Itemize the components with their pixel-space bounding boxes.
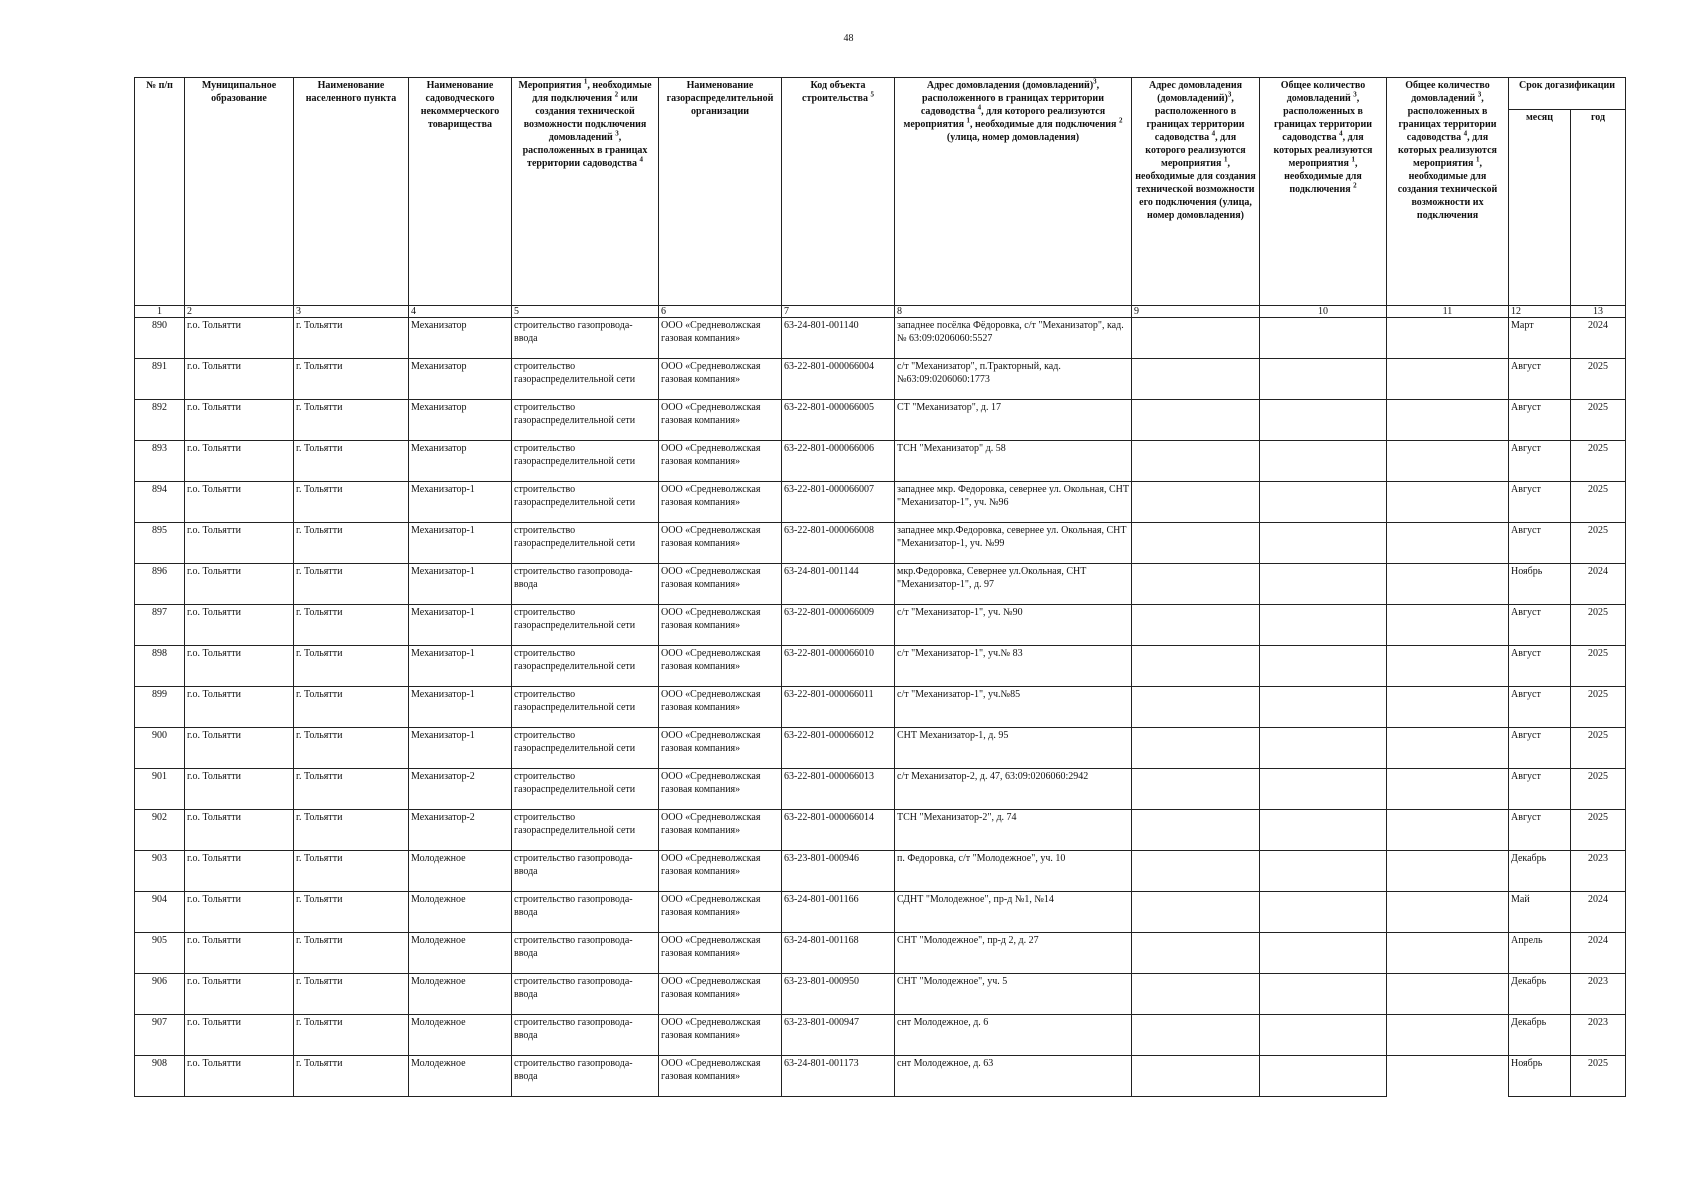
header-num: № п/п (135, 78, 185, 306)
total-capability-cell (1387, 810, 1509, 851)
activity-cell: строительство газопровода-ввода (512, 933, 659, 974)
address-cell: снт Молодежное, д. 63 (895, 1056, 1132, 1097)
object-code-cell: 63-23-801-000947 (782, 1015, 895, 1056)
settlement-cell: г. Тольятти (294, 933, 409, 974)
column-number: 12 (1509, 306, 1571, 318)
total-connection-cell (1260, 318, 1387, 359)
gas-org-cell: ООО «Средневолжская газовая компания» (659, 1015, 782, 1056)
activity-cell: строительство газопровода-ввода (512, 1015, 659, 1056)
address-cell: западнее мкр.Федоровка, севернее ул. Окольная, СНТ "Механизатор-1, уч. №99 (895, 523, 1132, 564)
activity-cell: строительство газораспределительной сети (512, 687, 659, 728)
column-number: 2 (185, 306, 294, 318)
municipality-cell: г.о. Тольятти (185, 646, 294, 687)
municipality-cell: г.о. Тольятти (185, 1015, 294, 1056)
settlement-cell: г. Тольятти (294, 1015, 409, 1056)
table-row (135, 769, 1626, 810)
municipality-cell: г.о. Тольятти (185, 728, 294, 769)
activity-cell: строительство газопровода-ввода (512, 892, 659, 933)
activity-cell: строительство газопровода-ввода (512, 1056, 659, 1097)
row-number: 893 (135, 441, 185, 482)
table-row (135, 851, 1626, 892)
object-code-cell: 63-22-801-000066009 (782, 605, 895, 646)
gas-org-cell: ООО «Средневолжская газовая компания» (659, 646, 782, 687)
total-connection-cell (1260, 605, 1387, 646)
total-connection-cell (1260, 359, 1387, 400)
table-row (135, 933, 1626, 974)
gas-org-cell: ООО «Средневолжская газовая компания» (659, 605, 782, 646)
object-code-cell: 63-22-801-000066005 (782, 400, 895, 441)
settlement-cell: г. Тольятти (294, 892, 409, 933)
settlement-cell: г. Тольятти (294, 1056, 409, 1097)
settlement-cell: г. Тольятти (294, 769, 409, 810)
address-cell: ТСН "Механизатор-2", д. 74 (895, 810, 1132, 851)
partnership-cell: Молодежное (409, 974, 512, 1015)
address-cell: СНТ Механизатор-1, д. 95 (895, 728, 1132, 769)
gasification-table (134, 77, 1626, 1097)
header-address-within: Адрес домовладения (домовладений)$^3$, расположенного в границах территории садоводства $^4$, для которого реализуются мероприятия $^1$, необходимые для подключения $^2$ (улица, номер домовладения) (895, 78, 1132, 306)
partnership-cell: Молодежное (409, 892, 512, 933)
total-connection-cell (1260, 769, 1387, 810)
partnership-cell: Механизатор-1 (409, 687, 512, 728)
total-capability-cell (1387, 441, 1509, 482)
partnership-cell: Механизатор (409, 441, 512, 482)
municipality-cell: г.о. Тольятти (185, 892, 294, 933)
address-border-cell (1132, 974, 1260, 1015)
year-cell: 2023 (1571, 974, 1626, 1015)
object-code-cell: 63-24-801-001144 (782, 564, 895, 605)
address-border-cell (1132, 441, 1260, 482)
address-cell: мкр.Федоровка, Севернее ул.Окольная, СНТ "Механизатор-1", д. 97 (895, 564, 1132, 605)
municipality-cell: г.о. Тольятти (185, 1056, 294, 1097)
header-activities: Мероприятия $^1$, необходимые для подключения $^2$ или создания технической возможности подключения домовладений $^3$, расположенных в границах территории садоводства $^4$ (512, 78, 659, 306)
month-cell: Декабрь (1509, 974, 1571, 1015)
activity-cell: строительство газораспределительной сети (512, 646, 659, 687)
object-code-cell: 63-22-801-000066013 (782, 769, 895, 810)
year-cell: 2025 (1571, 523, 1626, 564)
month-cell: Декабрь (1509, 851, 1571, 892)
year-cell: 2024 (1571, 318, 1626, 359)
table-row (135, 441, 1626, 482)
activity-cell: строительство газораспределительной сети (512, 728, 659, 769)
activity-cell: строительство газораспределительной сети (512, 359, 659, 400)
row-number: 891 (135, 359, 185, 400)
municipality-cell: г.о. Тольятти (185, 605, 294, 646)
row-number: 890 (135, 318, 185, 359)
month-cell: Август (1509, 400, 1571, 441)
address-cell: западнее мкр. Федоровка, севернее ул. Окольная, СНТ "Механизатор-1", уч. №96 (895, 482, 1132, 523)
total-capability-cell (1387, 851, 1509, 892)
total-capability-cell (1387, 974, 1509, 1015)
partnership-cell: Механизатор-2 (409, 810, 512, 851)
total-capability-cell (1387, 892, 1509, 933)
municipality-cell: г.о. Тольятти (185, 687, 294, 728)
table-row (135, 359, 1626, 400)
year-cell: 2025 (1571, 810, 1626, 851)
municipality-cell: г.о. Тольятти (185, 482, 294, 523)
total-capability-cell (1387, 564, 1509, 605)
total-capability-cell (1387, 728, 1509, 769)
month-cell: Ноябрь (1509, 564, 1571, 605)
object-code-cell: 63-22-801-000066007 (782, 482, 895, 523)
address-cell: снт Молодежное, д. 6 (895, 1015, 1132, 1056)
row-number: 908 (135, 1056, 185, 1097)
address-border-cell (1132, 687, 1260, 728)
header-municipality: Муниципальное образование (185, 78, 294, 306)
address-cell: с/т Механизатор-2, д. 47, 63:09:0206060:2942 (895, 769, 1132, 810)
settlement-cell: г. Тольятти (294, 646, 409, 687)
municipality-cell: г.о. Тольятти (185, 400, 294, 441)
year-cell: 2025 (1571, 687, 1626, 728)
row-number: 892 (135, 400, 185, 441)
address-border-cell (1132, 810, 1260, 851)
partnership-cell: Молодежное (409, 1015, 512, 1056)
address-border-cell (1132, 892, 1260, 933)
column-number: 6 (659, 306, 782, 318)
address-border-cell (1132, 523, 1260, 564)
row-number: 898 (135, 646, 185, 687)
object-code-cell: 63-22-801-000066011 (782, 687, 895, 728)
header-term: Срок догазификации (1509, 78, 1626, 110)
activity-cell: строительство газораспределительной сети (512, 523, 659, 564)
total-connection-cell (1260, 646, 1387, 687)
year-cell: 2025 (1571, 359, 1626, 400)
row-number: 905 (135, 933, 185, 974)
month-cell: Март (1509, 318, 1571, 359)
gas-org-cell: ООО «Средневолжская газовая компания» (659, 892, 782, 933)
column-number: 13 (1571, 306, 1626, 318)
table-row (135, 974, 1626, 1015)
column-number-row (135, 306, 1626, 318)
address-cell: СТ "Механизатор", д. 17 (895, 400, 1132, 441)
partnership-cell: Механизатор (409, 400, 512, 441)
header-total-connection: Общее количество домовладений $^3$, расположенных в границах территории садоводства $^4$, для которых реализуются мероприятия $^1$, необходимые для подключения $^2$ (1260, 78, 1387, 306)
column-number: 8 (895, 306, 1132, 318)
month-cell: Август (1509, 728, 1571, 769)
total-connection-cell (1260, 441, 1387, 482)
header-gas-org: Наименование газораспределительной организации (659, 78, 782, 306)
table-row (135, 482, 1626, 523)
header-year: год (1571, 110, 1626, 306)
table-row (135, 810, 1626, 851)
month-cell: Апрель (1509, 933, 1571, 974)
activity-cell: строительство газораспределительной сети (512, 482, 659, 523)
settlement-cell: г. Тольятти (294, 605, 409, 646)
month-cell: Август (1509, 441, 1571, 482)
address-border-cell (1132, 482, 1260, 523)
table-row (135, 1015, 1626, 1056)
activity-cell: строительство газопровода-ввода (512, 851, 659, 892)
address-cell: СНТ "Молодежное", пр-д 2, д. 27 (895, 933, 1132, 974)
row-number: 895 (135, 523, 185, 564)
settlement-cell: г. Тольятти (294, 441, 409, 482)
address-border-cell (1132, 605, 1260, 646)
partnership-cell: Механизатор-1 (409, 605, 512, 646)
total-connection-cell (1260, 1056, 1387, 1097)
partnership-cell: Молодежное (409, 851, 512, 892)
address-border-cell (1132, 769, 1260, 810)
total-connection-cell (1260, 728, 1387, 769)
row-number: 902 (135, 810, 185, 851)
object-code-cell: 63-24-801-001168 (782, 933, 895, 974)
object-code-cell: 63-23-801-000950 (782, 974, 895, 1015)
address-border-cell (1132, 933, 1260, 974)
object-code-cell: 63-22-801-000066012 (782, 728, 895, 769)
address-border-cell (1132, 359, 1260, 400)
settlement-cell: г. Тольятти (294, 482, 409, 523)
municipality-cell: г.о. Тольятти (185, 933, 294, 974)
row-number: 896 (135, 564, 185, 605)
total-connection-cell (1260, 687, 1387, 728)
address-border-cell (1132, 564, 1260, 605)
row-number: 899 (135, 687, 185, 728)
month-cell: Ноябрь (1509, 1056, 1571, 1097)
row-number: 904 (135, 892, 185, 933)
year-cell: 2025 (1571, 1056, 1626, 1097)
gas-org-cell: ООО «Средневолжская газовая компания» (659, 728, 782, 769)
object-code-cell: 63-22-801-000066014 (782, 810, 895, 851)
activity-cell: строительство газораспределительной сети (512, 605, 659, 646)
total-connection-cell (1260, 933, 1387, 974)
partnership-cell: Механизатор (409, 359, 512, 400)
municipality-cell: г.о. Тольятти (185, 523, 294, 564)
row-number: 906 (135, 974, 185, 1015)
year-cell: 2025 (1571, 728, 1626, 769)
table-row (135, 318, 1626, 359)
gas-org-cell: ООО «Средневолжская газовая компания» (659, 359, 782, 400)
settlement-cell: г. Тольятти (294, 851, 409, 892)
activity-cell: строительство газораспределительной сети (512, 400, 659, 441)
column-number: 11 (1387, 306, 1509, 318)
gas-org-cell: ООО «Средневолжская газовая компания» (659, 400, 782, 441)
gas-org-cell: ООО «Средневолжская газовая компания» (659, 974, 782, 1015)
address-cell: с/т "Механизатор", п.Тракторный, кад.№63:09:0206060:1773 (895, 359, 1132, 400)
total-connection-cell (1260, 974, 1387, 1015)
partnership-cell: Молодежное (409, 1056, 512, 1097)
year-cell: 2025 (1571, 769, 1626, 810)
row-number: 897 (135, 605, 185, 646)
table-row (135, 728, 1626, 769)
total-capability-cell (1387, 1056, 1509, 1097)
settlement-cell: г. Тольятти (294, 728, 409, 769)
total-capability-cell (1387, 359, 1509, 400)
header-partnership: Наименование садоводческого некоммерческого товарищества (409, 78, 512, 306)
month-cell: Август (1509, 810, 1571, 851)
settlement-cell: г. Тольятти (294, 318, 409, 359)
column-number: 5 (512, 306, 659, 318)
municipality-cell: г.о. Тольятти (185, 974, 294, 1015)
activity-cell: строительство газораспределительной сети (512, 810, 659, 851)
month-cell: Май (1509, 892, 1571, 933)
month-cell: Август (1509, 687, 1571, 728)
year-cell: 2024 (1571, 564, 1626, 605)
municipality-cell: г.о. Тольятти (185, 564, 294, 605)
gas-org-cell: ООО «Средневолжская газовая компания» (659, 810, 782, 851)
total-capability-cell (1387, 482, 1509, 523)
settlement-cell: г. Тольятти (294, 687, 409, 728)
gas-org-cell: ООО «Средневолжская газовая компания» (659, 564, 782, 605)
gas-org-cell: ООО «Средневолжская газовая компания» (659, 318, 782, 359)
object-code-cell: 63-24-801-001166 (782, 892, 895, 933)
table-row (135, 687, 1626, 728)
municipality-cell: г.о. Тольятти (185, 810, 294, 851)
table-row (135, 646, 1626, 687)
gas-org-cell: ООО «Средневолжская газовая компания» (659, 523, 782, 564)
year-cell: 2024 (1571, 933, 1626, 974)
partnership-cell: Механизатор (409, 318, 512, 359)
object-code-cell: 63-23-801-000946 (782, 851, 895, 892)
year-cell: 2025 (1571, 441, 1626, 482)
year-cell: 2023 (1571, 851, 1626, 892)
page-number: 48 (843, 33, 854, 44)
year-cell: 2025 (1571, 605, 1626, 646)
row-number: 900 (135, 728, 185, 769)
address-cell: ТСН "Механизатор" д. 58 (895, 441, 1132, 482)
object-code-cell: 63-24-801-001173 (782, 1056, 895, 1097)
table-row (135, 892, 1626, 933)
total-connection-cell (1260, 851, 1387, 892)
table-body (135, 318, 1626, 1097)
month-cell: Август (1509, 646, 1571, 687)
object-code-cell: 63-24-801-001140 (782, 318, 895, 359)
address-border-cell (1132, 1015, 1260, 1056)
table-row (135, 1056, 1626, 1097)
table-row (135, 605, 1626, 646)
address-border-cell (1132, 851, 1260, 892)
gas-org-cell: ООО «Средневолжская газовая компания» (659, 441, 782, 482)
address-cell: п. Федоровка, с/т "Молодежное", уч. 10 (895, 851, 1132, 892)
activity-cell: строительство газораспределительной сети (512, 441, 659, 482)
municipality-cell: г.о. Тольятти (185, 769, 294, 810)
total-capability-cell (1387, 687, 1509, 728)
object-code-cell: 63-22-801-000066010 (782, 646, 895, 687)
year-cell: 2024 (1571, 892, 1626, 933)
table-header (135, 78, 1626, 318)
header-month: месяц (1509, 110, 1571, 306)
settlement-cell: г. Тольятти (294, 810, 409, 851)
settlement-cell: г. Тольятти (294, 564, 409, 605)
address-cell: с/т "Механизатор-1", уч.№ 83 (895, 646, 1132, 687)
activity-cell: строительство газопровода-ввода (512, 974, 659, 1015)
year-cell: 2025 (1571, 646, 1626, 687)
partnership-cell: Механизатор-1 (409, 523, 512, 564)
total-capability-cell (1387, 400, 1509, 441)
year-cell: 2025 (1571, 482, 1626, 523)
header-object-code: Код объекта строительства $^5$ (782, 78, 895, 306)
settlement-cell: г. Тольятти (294, 974, 409, 1015)
total-connection-cell (1260, 1015, 1387, 1056)
total-capability-cell (1387, 523, 1509, 564)
column-number: 7 (782, 306, 895, 318)
partnership-cell: Механизатор-1 (409, 482, 512, 523)
gas-org-cell: ООО «Средневолжская газовая компания» (659, 687, 782, 728)
total-connection-cell (1260, 564, 1387, 605)
partnership-cell: Механизатор-1 (409, 646, 512, 687)
column-number: 3 (294, 306, 409, 318)
row-number: 901 (135, 769, 185, 810)
total-connection-cell (1260, 892, 1387, 933)
month-cell: Август (1509, 482, 1571, 523)
gas-org-cell: ООО «Средневолжская газовая компания» (659, 851, 782, 892)
total-connection-cell (1260, 810, 1387, 851)
settlement-cell: г. Тольятти (294, 523, 409, 564)
column-number: 4 (409, 306, 512, 318)
total-connection-cell (1260, 400, 1387, 441)
address-cell: СНТ "Молодежное", уч. 5 (895, 974, 1132, 1015)
column-number: 1 (135, 306, 185, 318)
header-total-capability: Общее количество домовладений $^3$, расположенных в границах территории садоводства $^4$, для которых реализуются мероприятия $^1$, необходимые для создания технической возможности их подключения (1387, 78, 1509, 306)
gas-org-cell: ООО «Средневолжская газовая компания» (659, 482, 782, 523)
total-capability-cell (1387, 1015, 1509, 1056)
municipality-cell: г.о. Тольятти (185, 441, 294, 482)
municipality-cell: г.о. Тольятти (185, 359, 294, 400)
month-cell: Декабрь (1509, 1015, 1571, 1056)
object-code-cell: 63-22-801-000066008 (782, 523, 895, 564)
address-border-cell (1132, 728, 1260, 769)
partnership-cell: Механизатор-1 (409, 728, 512, 769)
gas-org-cell: ООО «Средневолжская газовая компания» (659, 769, 782, 810)
total-connection-cell (1260, 482, 1387, 523)
total-capability-cell (1387, 605, 1509, 646)
month-cell: Август (1509, 605, 1571, 646)
settlement-cell: г. Тольятти (294, 359, 409, 400)
address-border-cell (1132, 1056, 1260, 1097)
total-capability-cell (1387, 769, 1509, 810)
header-settlement: Наименование населенного пункта (294, 78, 409, 306)
object-code-cell: 63-22-801-000066006 (782, 441, 895, 482)
total-connection-cell (1260, 523, 1387, 564)
year-cell: 2023 (1571, 1015, 1626, 1056)
address-cell: СДНТ "Молодежное", пр-д №1, №14 (895, 892, 1132, 933)
row-number: 907 (135, 1015, 185, 1056)
table-row (135, 400, 1626, 441)
activity-cell: строительство газопровода-ввода (512, 318, 659, 359)
table-row (135, 564, 1626, 605)
partnership-cell: Механизатор-1 (409, 564, 512, 605)
municipality-cell: г.о. Тольятти (185, 318, 294, 359)
month-cell: Август (1509, 359, 1571, 400)
activity-cell: строительство газораспределительной сети (512, 769, 659, 810)
total-capability-cell (1387, 318, 1509, 359)
month-cell: Август (1509, 523, 1571, 564)
address-border-cell (1132, 646, 1260, 687)
column-number: 10 (1260, 306, 1387, 318)
table-row (135, 523, 1626, 564)
address-border-cell (1132, 400, 1260, 441)
header-address-border: Адрес домовладения (домовладений)$^3$, расположенного в границах территории садоводства $^4$, для которого реализуются мероприятия $^1$, необходимые для создания технической возможности его подключения (улица, номер домовладения) (1132, 78, 1260, 306)
column-number: 9 (1132, 306, 1260, 318)
municipality-cell: г.о. Тольятти (185, 851, 294, 892)
address-cell: западнее посёлка Фёдоровка, с/т "Механизатор", кад.№ 63:09:0206060:5527 (895, 318, 1132, 359)
gas-org-cell: ООО «Средневолжская газовая компания» (659, 1056, 782, 1097)
row-number: 903 (135, 851, 185, 892)
address-cell: с/т "Механизатор-1", уч. №90 (895, 605, 1132, 646)
total-capability-cell (1387, 646, 1509, 687)
partnership-cell: Молодежное (409, 933, 512, 974)
address-cell: с/т "Механизатор-1", уч.№85 (895, 687, 1132, 728)
month-cell: Август (1509, 769, 1571, 810)
row-number: 894 (135, 482, 185, 523)
activity-cell: строительство газопровода-ввода (512, 564, 659, 605)
partnership-cell: Механизатор-2 (409, 769, 512, 810)
object-code-cell: 63-22-801-000066004 (782, 359, 895, 400)
settlement-cell: г. Тольятти (294, 400, 409, 441)
gas-org-cell: ООО «Средневолжская газовая компания» (659, 933, 782, 974)
year-cell: 2025 (1571, 400, 1626, 441)
total-capability-cell (1387, 933, 1509, 974)
address-border-cell (1132, 318, 1260, 359)
